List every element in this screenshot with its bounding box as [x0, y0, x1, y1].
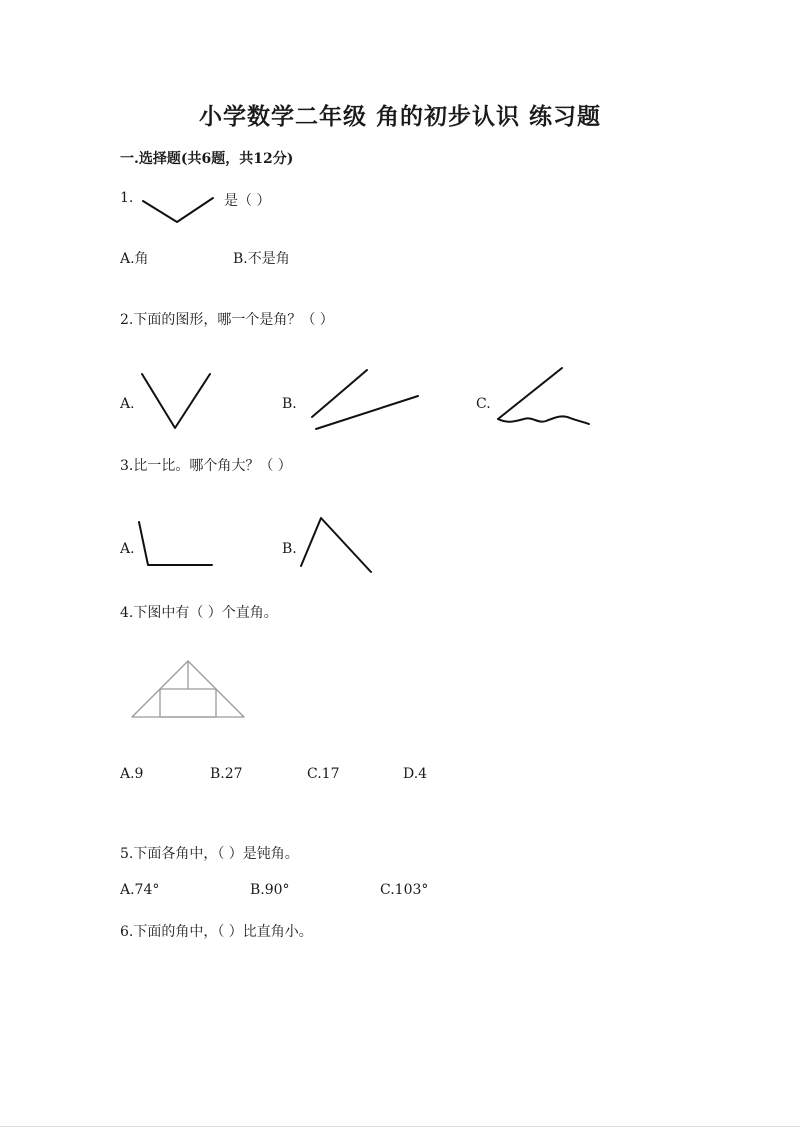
q3-label-a[interactable]: A.	[120, 541, 135, 557]
q2-stem: 2.下面的图形，哪一个是角？（ ）	[120, 312, 334, 328]
section-heading: 一.选择题(共6题，共12分)	[120, 151, 294, 167]
q4-triangle-rectangle-figure	[130, 659, 248, 721]
q3-stem: 3.比一比。哪个角大？（ ）	[120, 458, 292, 474]
q5-option-c[interactable]: C.103°	[380, 882, 429, 898]
q2-figure-b-separate-lines	[308, 366, 424, 434]
q3-figure-a-angle	[135, 518, 217, 570]
q4-stem: 4.下图中有（ ）个直角。	[120, 605, 278, 621]
q1-angle-lines	[143, 198, 213, 222]
q1-option-b[interactable]: B.不是角	[233, 251, 290, 267]
q5-stem: 5.下面各角中，（ ）是钝角。	[120, 846, 299, 862]
q5-option-a[interactable]: A.74°	[120, 882, 160, 898]
q1-option-a[interactable]: A.角	[120, 251, 149, 267]
q2-label-a[interactable]: A.	[120, 396, 135, 412]
q2-figure-a-angle	[138, 370, 218, 434]
page-bottom-edge	[0, 1126, 800, 1127]
q5-option-b[interactable]: B.90°	[250, 882, 290, 898]
q4-option-b[interactable]: B.27	[210, 766, 243, 782]
q4-option-c[interactable]: C.17	[307, 766, 340, 782]
page-title: 小学数学二年级 角的初步认识 练习题	[198, 103, 601, 130]
q2-figure-c-curved-side	[494, 364, 594, 428]
q1-stem: 是（ ）	[224, 193, 271, 209]
q6-stem: 6.下面的角中，（ ）比直角小。	[120, 924, 313, 940]
q4-option-a[interactable]: A.9	[120, 766, 144, 782]
q1-number: 1.	[120, 190, 134, 206]
q1-angle-figure	[140, 195, 220, 227]
q4-option-d[interactable]: D.4	[403, 766, 428, 782]
q3-label-b[interactable]: B.	[282, 541, 297, 557]
q2-label-b[interactable]: B.	[282, 396, 297, 412]
q2-label-c[interactable]: C.	[476, 396, 491, 412]
q3-figure-b-angle	[297, 514, 377, 578]
